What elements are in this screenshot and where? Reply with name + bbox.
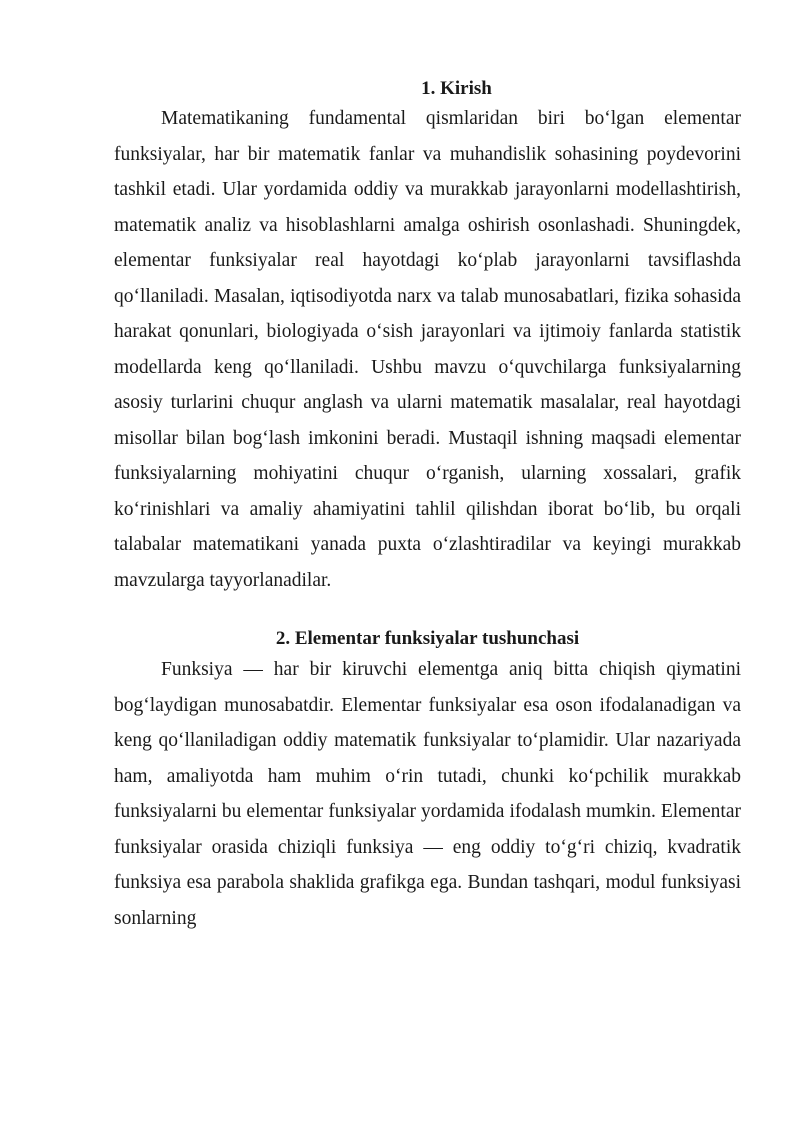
paragraph-introduction: Matematikaning fundamental qismlaridan biri bo‘lgan elementar funksiyalar, har bir matematik fanlar va muhandislik sohasining poydevorini tashkil etadi. Ular yordamida oddiy va murakkab jarayonlarni modellashtirish, matematik analiz va hisoblashlarni amalga oshirish osonlashadi. Shuningdek, elementar funksiyalar real hayotdagi ko‘plab jarayonlarni tavsiflashda qo‘llaniladi. Masalan, iqtisodiyotda narx va talab munosabatlari, fizika sohasida harakat qonunlari, biologiyada o‘sish jarayonlari va ijtimoiy fanlarda statistik modellarda keng qo‘llaniladi. Ushbu mavzu o‘quvchilarga funksiyalarning asosiy turlarini chuqur anglash va ularni matematik masalalar, real hayotdagi misollar bilan bog‘lash imkonini beradi. Mustaqil ishning maqsadi elementar funksiyalarning mohiyatini chuqur o‘rganish, ularning xossalari, grafik ko‘rinishlari va amaliy ahamiyatini tahlil qilishdan iborat bo‘lib, bu orqali talabalar matematikani yanada puxta o‘zlashtiradilar va keyingi murakkab mavzularga tayyorlanadilar.	[114, 108, 741, 591]
document-body	[114, 76, 741, 936]
section-heading-kirish: 1. Kirish	[421, 78, 492, 99]
section-heading-elementar-funksiyalar: 2. Elementar funksiyalar tushunchasi	[275, 628, 580, 649]
paragraph-elementar-funksiyalar: Funksiya — har bir kiruvchi elementga aniq bitta chiqish qiymatini bog‘laydigan munosabatdir. Elementar funksiyalar esa oson ifodalanadigan va keng qo‘llaniladigan oddiy matematik funksiyalar to‘plamidir. Ular nazariyada ham, amaliyotda ham muhim o‘rin tutadi, chunki ko‘pchilik murakkab funksiyalarni bu elementar funksiyalar yordamida ifodalash mumkin. Elementar funksiyalar orasida chiziqli funksiya — eng oddiy to‘g‘ri chiziq, kvadratik funksiya esa parabola shaklida grafikga ega. Bundan tashqari, modul funksiyasi sonlarning	[114, 659, 741, 929]
